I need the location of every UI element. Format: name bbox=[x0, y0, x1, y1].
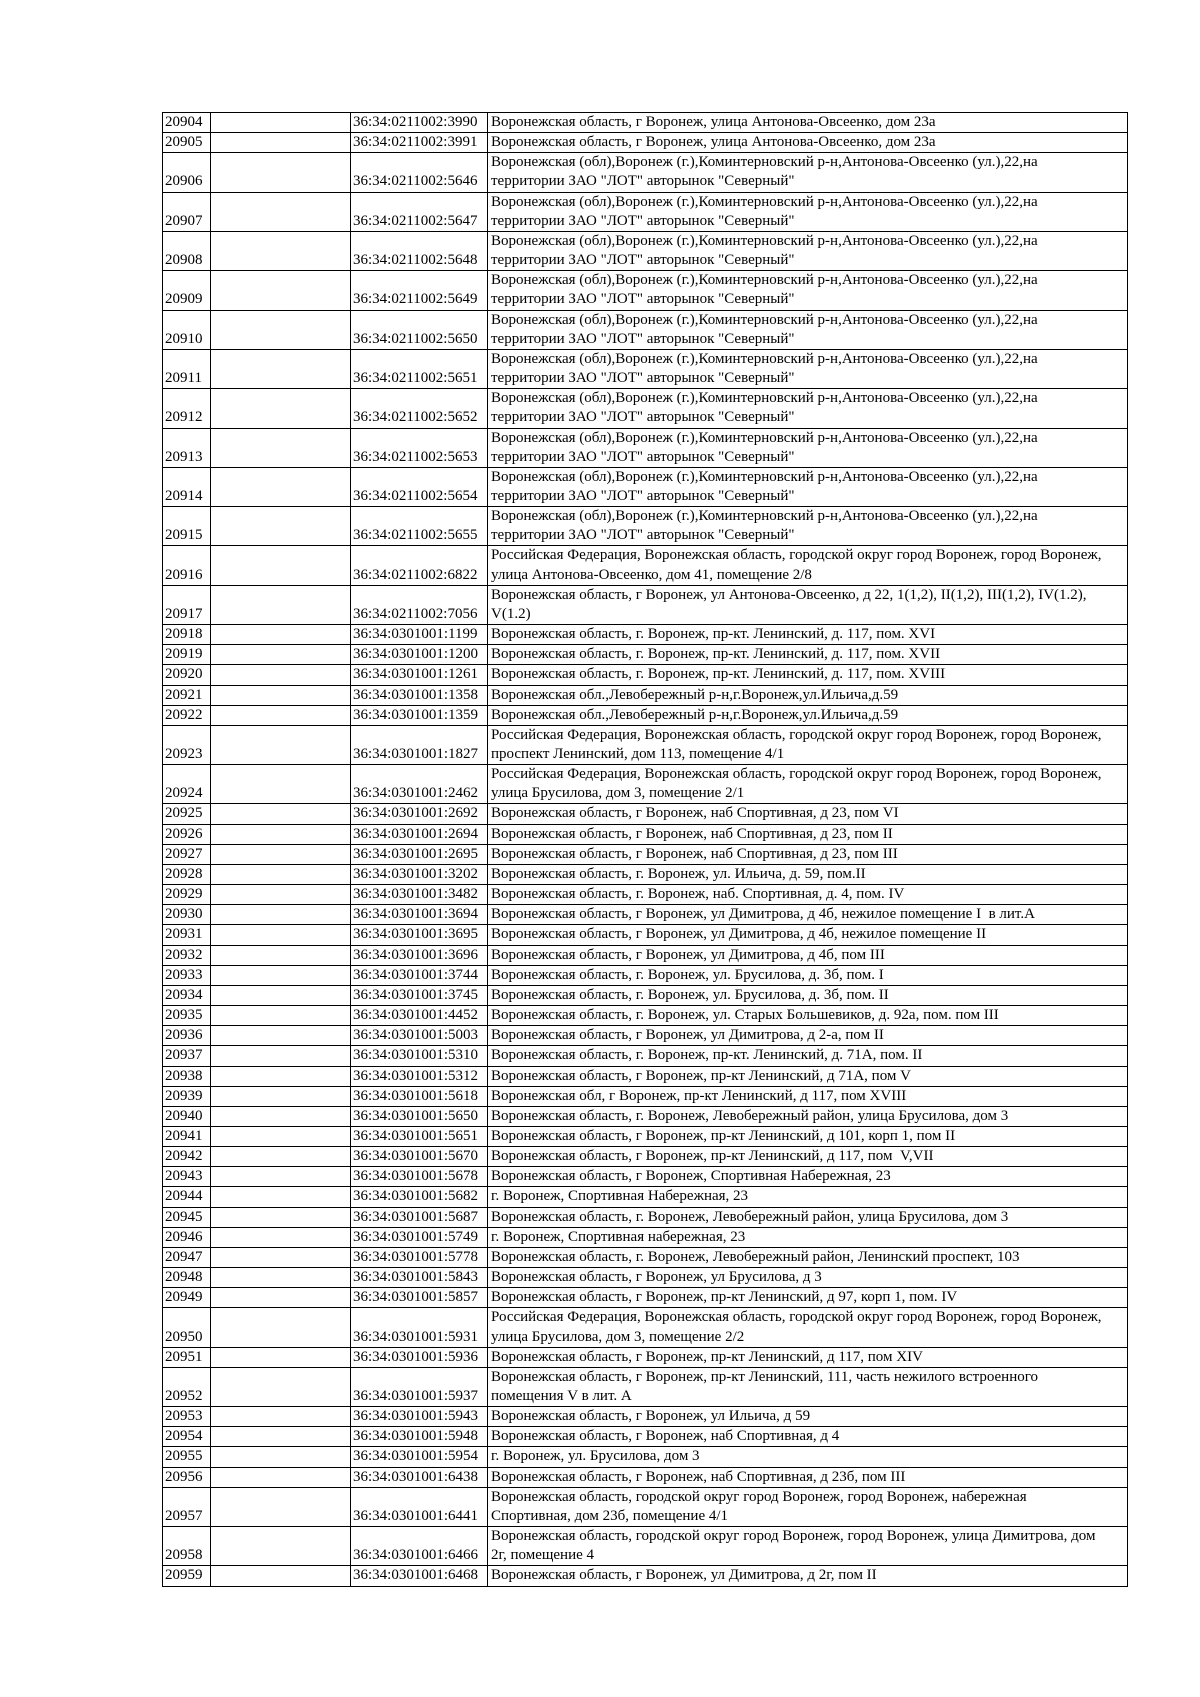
empty-cell bbox=[211, 1566, 351, 1586]
table-row bbox=[163, 1268, 1128, 1288]
empty-cell bbox=[211, 1167, 351, 1187]
cadastral-number-cell: 36:34:0211002:5650 bbox=[351, 310, 488, 349]
cadastral-number-cell: 36:34:0211002:5653 bbox=[351, 428, 488, 467]
address-cell: Воронежская обл.,Левобережный р-н,г.Воронеж,ул.Ильича,д.59 bbox=[488, 705, 1128, 725]
empty-cell bbox=[211, 1006, 351, 1026]
table-row bbox=[163, 725, 1128, 764]
address-cell: Воронежская (обл),Воронеж (г.),Коминтерновский р-н,Антонова-Овсеенко (ул.),22,на территории ЗАО "ЛОТ" авторынок "Северный" bbox=[488, 389, 1128, 428]
table-row bbox=[163, 844, 1128, 864]
table-row bbox=[163, 885, 1128, 905]
address-cell: Воронежская область, г. Воронеж, Левобережный район, улица Брусилова, дом 3 bbox=[488, 1207, 1128, 1227]
address-cell: Воронежская область, г. Воронеж, ул. Брусилова, д. 3б, пом. II bbox=[488, 985, 1128, 1005]
empty-cell bbox=[211, 1308, 351, 1347]
cadastral-number-cell: 36:34:0301001:5670 bbox=[351, 1147, 488, 1167]
row-number-cell: 20921 bbox=[163, 685, 211, 705]
cadastral-number-cell: 36:34:0301001:6468 bbox=[351, 1566, 488, 1586]
row-number-cell: 20906 bbox=[163, 153, 211, 192]
registry-table-body bbox=[163, 113, 1128, 1587]
empty-cell bbox=[211, 945, 351, 965]
cadastral-number-cell: 36:34:0301001:5931 bbox=[351, 1308, 488, 1347]
property-registry-table bbox=[162, 112, 1128, 1587]
row-number-cell: 20945 bbox=[163, 1207, 211, 1227]
table-row bbox=[163, 467, 1128, 506]
cadastral-number-cell: 36:34:0301001:5618 bbox=[351, 1086, 488, 1106]
row-number-cell: 20946 bbox=[163, 1227, 211, 1247]
empty-cell bbox=[211, 665, 351, 685]
table-row bbox=[163, 705, 1128, 725]
row-number-cell: 20944 bbox=[163, 1187, 211, 1207]
cadastral-number-cell: 36:34:0301001:3744 bbox=[351, 965, 488, 985]
table-row bbox=[163, 824, 1128, 844]
empty-cell bbox=[211, 1106, 351, 1126]
cadastral-number-cell: 36:34:0301001:3202 bbox=[351, 864, 488, 884]
row-number-cell: 20916 bbox=[163, 546, 211, 585]
empty-cell bbox=[211, 1407, 351, 1427]
address-cell: Воронежская область, г. Воронеж, Левобережный район, улица Брусилова, дом 3 bbox=[488, 1106, 1128, 1126]
cadastral-number-cell: 36:34:0301001:5312 bbox=[351, 1066, 488, 1086]
table-row bbox=[163, 905, 1128, 925]
row-number-cell: 20919 bbox=[163, 645, 211, 665]
empty-cell bbox=[211, 685, 351, 705]
address-cell: Воронежская (обл),Воронеж (г.),Коминтерновский р-н,Антонова-Овсеенко (ул.),22,на территории ЗАО "ЛОТ" авторынок "Северный" bbox=[488, 507, 1128, 546]
table-row bbox=[163, 1367, 1128, 1406]
cadastral-number-cell: 36:34:0301001:5003 bbox=[351, 1026, 488, 1046]
address-cell: Воронежская область, г Воронеж, улица Антонова-Овсеенко, дом 23а bbox=[488, 133, 1128, 153]
empty-cell bbox=[211, 844, 351, 864]
address-cell: Воронежская область, г Воронеж, пр-кт Ленинский, 111, часть нежилого встроенного помещения V в лит. А bbox=[488, 1367, 1128, 1406]
row-number-cell: 20942 bbox=[163, 1147, 211, 1167]
row-number-cell: 20956 bbox=[163, 1467, 211, 1487]
empty-cell bbox=[211, 925, 351, 945]
table-row bbox=[163, 925, 1128, 945]
address-cell: Воронежская область, г Воронеж, наб Спортивная, д 23, пом II bbox=[488, 824, 1128, 844]
empty-cell bbox=[211, 985, 351, 1005]
row-number-cell: 20922 bbox=[163, 705, 211, 725]
empty-cell bbox=[211, 1147, 351, 1167]
address-cell: Воронежская область, г. Воронеж, ул. Старых Большевиков, д. 92а, пом. пом III bbox=[488, 1006, 1128, 1026]
row-number-cell: 20947 bbox=[163, 1247, 211, 1267]
row-number-cell: 20941 bbox=[163, 1126, 211, 1146]
row-number-cell: 20949 bbox=[163, 1288, 211, 1308]
table-row bbox=[163, 507, 1128, 546]
cadastral-number-cell: 36:34:0301001:5936 bbox=[351, 1347, 488, 1367]
cadastral-number-cell: 36:34:0301001:6441 bbox=[351, 1487, 488, 1526]
empty-cell bbox=[211, 1367, 351, 1406]
row-number-cell: 20943 bbox=[163, 1167, 211, 1187]
table-row bbox=[163, 1447, 1128, 1467]
address-cell: Воронежская (обл),Воронеж (г.),Коминтерновский р-н,Антонова-Овсеенко (ул.),22,на территории ЗАО "ЛОТ" авторынок "Северный" bbox=[488, 310, 1128, 349]
address-cell: Воронежская (обл),Воронеж (г.),Коминтерновский р-н,Антонова-Овсеенко (ул.),22,на территории ЗАО "ЛОТ" авторынок "Северный" bbox=[488, 467, 1128, 506]
table-row bbox=[163, 546, 1128, 585]
row-number-cell: 20933 bbox=[163, 965, 211, 985]
cadastral-number-cell: 36:34:0301001:6438 bbox=[351, 1467, 488, 1487]
table-row bbox=[163, 1147, 1128, 1167]
row-number-cell: 20955 bbox=[163, 1447, 211, 1467]
address-cell: Воронежская область, г Воронеж, наб Спортивная, д 23, пом III bbox=[488, 844, 1128, 864]
table-row bbox=[163, 389, 1128, 428]
address-cell: Воронежская область, г Воронеж, пр-кт Ленинский, д 117, пом V,VII bbox=[488, 1147, 1128, 1167]
row-number-cell: 20940 bbox=[163, 1106, 211, 1126]
empty-cell bbox=[211, 645, 351, 665]
table-row bbox=[163, 231, 1128, 270]
address-cell: Воронежская область, г Воронеж, пр-кт Ленинский, д 97, корп 1, пом. IV bbox=[488, 1288, 1128, 1308]
empty-cell bbox=[211, 349, 351, 388]
empty-cell bbox=[211, 864, 351, 884]
address-cell: Воронежская область, г Воронеж, ул Димитрова, д 4б, нежилое помещение II bbox=[488, 925, 1128, 945]
table-row bbox=[163, 864, 1128, 884]
table-row bbox=[163, 1126, 1128, 1146]
address-cell: г. Воронеж, Спортивная набережная, 23 bbox=[488, 1227, 1128, 1247]
cadastral-number-cell: 36:34:0211002:3990 bbox=[351, 113, 488, 133]
address-cell: Воронежская (обл),Воронеж (г.),Коминтерновский р-н,Антонова-Овсеенко (ул.),22,на территории ЗАО "ЛОТ" авторынок "Северный" bbox=[488, 428, 1128, 467]
address-cell: Воронежская область, г Воронеж, ул Димитрова, д 2г, пом II bbox=[488, 1566, 1128, 1586]
cadastral-number-cell: 36:34:0301001:2695 bbox=[351, 844, 488, 864]
address-cell: Воронежская (обл),Воронеж (г.),Коминтерновский р-н,Антонова-Овсеенко (ул.),22,на территории ЗАО "ЛОТ" авторынок "Северный" bbox=[488, 231, 1128, 270]
empty-cell bbox=[211, 1026, 351, 1046]
row-number-cell: 20937 bbox=[163, 1046, 211, 1066]
empty-cell bbox=[211, 1247, 351, 1267]
cadastral-number-cell: 36:34:0211002:5647 bbox=[351, 192, 488, 231]
table-row bbox=[163, 1086, 1128, 1106]
address-cell: Воронежская область, г Воронеж, ул Брусилова, д 3 bbox=[488, 1268, 1128, 1288]
address-cell: Российская Федерация, Воронежская область, городской округ город Воронеж, город Воронеж, улица Брусилова, дом 3, помещение 2/2 bbox=[488, 1308, 1128, 1347]
address-cell: Российская Федерация, Воронежская область, городской округ город Воронеж, город Воронеж, проспект Ленинский, дом 113, помещение 4/1 bbox=[488, 725, 1128, 764]
table-row bbox=[163, 1527, 1128, 1566]
address-cell: г. Воронеж, ул. Брусилова, дом 3 bbox=[488, 1447, 1128, 1467]
table-row bbox=[163, 1046, 1128, 1066]
address-cell: Воронежская область, г. Воронеж, ул. Ильича, д. 59, пом.II bbox=[488, 864, 1128, 884]
cadastral-number-cell: 36:34:0211002:3991 bbox=[351, 133, 488, 153]
row-number-cell: 20939 bbox=[163, 1086, 211, 1106]
empty-cell bbox=[211, 153, 351, 192]
address-cell: Воронежская область, г. Воронеж, ул. Брусилова, д. 3б, пом. I bbox=[488, 965, 1128, 985]
cadastral-number-cell: 36:34:0301001:5678 bbox=[351, 1167, 488, 1187]
table-row bbox=[163, 1187, 1128, 1207]
empty-cell bbox=[211, 1207, 351, 1227]
cadastral-number-cell: 36:34:0211002:5651 bbox=[351, 349, 488, 388]
empty-cell bbox=[211, 585, 351, 624]
address-cell: Российская Федерация, Воронежская область, городской округ город Воронеж, город Воронеж, улица Брусилова, дом 3, помещение 2/1 bbox=[488, 765, 1128, 804]
cadastral-number-cell: 36:34:0301001:2462 bbox=[351, 765, 488, 804]
table-row bbox=[163, 645, 1128, 665]
empty-cell bbox=[211, 271, 351, 310]
cadastral-number-cell: 36:34:0301001:5310 bbox=[351, 1046, 488, 1066]
row-number-cell: 20950 bbox=[163, 1308, 211, 1347]
address-cell: Воронежская область, г. Воронеж, пр-кт. Ленинский, д. 117, пом. XVIII bbox=[488, 665, 1128, 685]
cadastral-number-cell: 36:34:0211002:5654 bbox=[351, 467, 488, 506]
empty-cell bbox=[211, 231, 351, 270]
cadastral-number-cell: 36:34:0211002:5655 bbox=[351, 507, 488, 546]
row-number-cell: 20959 bbox=[163, 1566, 211, 1586]
row-number-cell: 20930 bbox=[163, 905, 211, 925]
row-number-cell: 20931 bbox=[163, 925, 211, 945]
row-number-cell: 20936 bbox=[163, 1026, 211, 1046]
cadastral-number-cell: 36:34:0301001:5937 bbox=[351, 1367, 488, 1406]
cadastral-number-cell: 36:34:0301001:4452 bbox=[351, 1006, 488, 1026]
empty-cell bbox=[211, 1268, 351, 1288]
empty-cell bbox=[211, 765, 351, 804]
cadastral-number-cell: 36:34:0301001:6466 bbox=[351, 1527, 488, 1566]
cadastral-number-cell: 36:34:0301001:1261 bbox=[351, 665, 488, 685]
table-row bbox=[163, 945, 1128, 965]
cadastral-number-cell: 36:34:0301001:1359 bbox=[351, 705, 488, 725]
empty-cell bbox=[211, 705, 351, 725]
cadastral-number-cell: 36:34:0301001:5843 bbox=[351, 1268, 488, 1288]
cadastral-number-cell: 36:34:0301001:5650 bbox=[351, 1106, 488, 1126]
address-cell: Воронежская (обл),Воронеж (г.),Коминтерновский р-н,Антонова-Овсеенко (ул.),22,на территории ЗАО "ЛОТ" авторынок "Северный" bbox=[488, 271, 1128, 310]
cadastral-number-cell: 36:34:0211002:5652 bbox=[351, 389, 488, 428]
cadastral-number-cell: 36:34:0301001:3482 bbox=[351, 885, 488, 905]
table-row bbox=[163, 1026, 1128, 1046]
empty-cell bbox=[211, 467, 351, 506]
cadastral-number-cell: 36:34:0301001:5682 bbox=[351, 1187, 488, 1207]
row-number-cell: 20932 bbox=[163, 945, 211, 965]
cadastral-number-cell: 36:34:0301001:3694 bbox=[351, 905, 488, 925]
cadastral-number-cell: 36:34:0301001:1200 bbox=[351, 645, 488, 665]
row-number-cell: 20954 bbox=[163, 1427, 211, 1447]
empty-cell bbox=[211, 389, 351, 428]
empty-cell bbox=[211, 1487, 351, 1526]
row-number-cell: 20907 bbox=[163, 192, 211, 231]
empty-cell bbox=[211, 1427, 351, 1447]
cadastral-number-cell: 36:34:0301001:5749 bbox=[351, 1227, 488, 1247]
cadastral-number-cell: 36:34:0211002:7056 bbox=[351, 585, 488, 624]
cadastral-number-cell: 36:34:0301001:5778 bbox=[351, 1247, 488, 1267]
table-row bbox=[163, 804, 1128, 824]
address-cell: Воронежская область, городской округ город Воронеж, город Воронеж, набережная Спортивная, дом 23б, помещение 4/1 bbox=[488, 1487, 1128, 1526]
address-cell: Воронежская область, г Воронеж, наб Спортивная, д 23б, пом III bbox=[488, 1467, 1128, 1487]
table-row bbox=[163, 1066, 1128, 1086]
address-cell: Воронежская область, г Воронеж, пр-кт Ленинский, д 101, корп 1, пом II bbox=[488, 1126, 1128, 1146]
empty-cell bbox=[211, 310, 351, 349]
row-number-cell: 20924 bbox=[163, 765, 211, 804]
table-row bbox=[163, 1207, 1128, 1227]
address-cell: Воронежская область, г Воронеж, ул Димитрова, д 4б, пом III bbox=[488, 945, 1128, 965]
table-row bbox=[163, 585, 1128, 624]
table-row bbox=[163, 1407, 1128, 1427]
empty-cell bbox=[211, 1467, 351, 1487]
table-row bbox=[163, 765, 1128, 804]
empty-cell bbox=[211, 824, 351, 844]
table-row bbox=[163, 428, 1128, 467]
cadastral-number-cell: 36:34:0211002:6822 bbox=[351, 546, 488, 585]
row-number-cell: 20914 bbox=[163, 467, 211, 506]
address-cell: Российская Федерация, Воронежская область, городской округ город Воронеж, город Воронеж, улица Антонова-Овсеенко, дом 41, помещение 2/8 bbox=[488, 546, 1128, 585]
table-row bbox=[163, 965, 1128, 985]
table-row bbox=[163, 1308, 1128, 1347]
cadastral-number-cell: 36:34:0211002:5649 bbox=[351, 271, 488, 310]
empty-cell bbox=[211, 546, 351, 585]
table-row bbox=[163, 665, 1128, 685]
row-number-cell: 20920 bbox=[163, 665, 211, 685]
table-row bbox=[163, 271, 1128, 310]
cadastral-number-cell: 36:34:0301001:1827 bbox=[351, 725, 488, 764]
row-number-cell: 20918 bbox=[163, 625, 211, 645]
cadastral-number-cell: 36:34:0301001:3745 bbox=[351, 985, 488, 1005]
table-row bbox=[163, 1566, 1128, 1586]
address-cell: г. Воронеж, Спортивная Набережная, 23 bbox=[488, 1187, 1128, 1207]
address-cell: Воронежская область, г Воронеж, улица Антонова-Овсеенко, дом 23а bbox=[488, 113, 1128, 133]
row-number-cell: 20957 bbox=[163, 1487, 211, 1526]
table-row bbox=[163, 153, 1128, 192]
table-row bbox=[163, 1487, 1128, 1526]
empty-cell bbox=[211, 1527, 351, 1566]
address-cell: Воронежская область, г Воронеж, пр-кт Ленинский, д 117, пом XIV bbox=[488, 1347, 1128, 1367]
table-row bbox=[163, 1106, 1128, 1126]
table-row bbox=[163, 1467, 1128, 1487]
address-cell: Воронежская (обл),Воронеж (г.),Коминтерновский р-н,Антонова-Овсеенко (ул.),22,на территории ЗАО "ЛОТ" авторынок "Северный" bbox=[488, 192, 1128, 231]
row-number-cell: 20926 bbox=[163, 824, 211, 844]
cadastral-number-cell: 36:34:0301001:5948 bbox=[351, 1427, 488, 1447]
address-cell: Воронежская область, г Воронеж, наб Спортивная, д 23, пом VI bbox=[488, 804, 1128, 824]
empty-cell bbox=[211, 965, 351, 985]
row-number-cell: 20910 bbox=[163, 310, 211, 349]
address-cell: Воронежская область, г Воронеж, Спортивная Набережная, 23 bbox=[488, 1167, 1128, 1187]
row-number-cell: 20928 bbox=[163, 864, 211, 884]
address-cell: Воронежская область, городской округ город Воронеж, город Воронеж, улица Димитрова, дом 2г, помещение 4 bbox=[488, 1527, 1128, 1566]
empty-cell bbox=[211, 428, 351, 467]
table-row bbox=[163, 685, 1128, 705]
table-row bbox=[163, 349, 1128, 388]
row-number-cell: 20951 bbox=[163, 1347, 211, 1367]
table-row bbox=[163, 113, 1128, 133]
row-number-cell: 20915 bbox=[163, 507, 211, 546]
address-cell: Воронежская область, г. Воронеж, наб. Спортивная, д. 4, пом. IV bbox=[488, 885, 1128, 905]
empty-cell bbox=[211, 1288, 351, 1308]
empty-cell bbox=[211, 625, 351, 645]
empty-cell bbox=[211, 804, 351, 824]
address-cell: Воронежская область, г. Воронеж, Левобережный район, Ленинский проспект, 103 bbox=[488, 1247, 1128, 1267]
address-cell: Воронежская область, г. Воронеж, пр-кт. Ленинский, д. 117, пом. XVII bbox=[488, 645, 1128, 665]
address-cell: Воронежская область, г Воронеж, ул Антонова-Овсеенко, д 22, 1(1,2), II(1,2), III(1,2), IV(1.2), V(1.2) bbox=[488, 585, 1128, 624]
cadastral-number-cell: 36:34:0301001:2694 bbox=[351, 824, 488, 844]
empty-cell bbox=[211, 1046, 351, 1066]
row-number-cell: 20958 bbox=[163, 1527, 211, 1566]
address-cell: Воронежская обл.,Левобережный р-н,г.Воронеж,ул.Ильича,д.59 bbox=[488, 685, 1128, 705]
address-cell: Воронежская область, г Воронеж, ул Димитрова, д 2-а, пом II bbox=[488, 1026, 1128, 1046]
empty-cell bbox=[211, 1066, 351, 1086]
row-number-cell: 20913 bbox=[163, 428, 211, 467]
table-row bbox=[163, 1347, 1128, 1367]
table-row bbox=[163, 133, 1128, 153]
table-row bbox=[163, 1247, 1128, 1267]
empty-cell bbox=[211, 1187, 351, 1207]
empty-cell bbox=[211, 1126, 351, 1146]
row-number-cell: 20929 bbox=[163, 885, 211, 905]
address-cell: Воронежская область, г. Воронеж, пр-кт. Ленинский, д. 71А, пом. II bbox=[488, 1046, 1128, 1066]
address-cell: Воронежская область, г. Воронеж, пр-кт. Ленинский, д. 117, пом. XVI bbox=[488, 625, 1128, 645]
cadastral-number-cell: 36:34:0301001:1199 bbox=[351, 625, 488, 645]
address-cell: Воронежская область, г Воронеж, наб Спортивная, д 4 bbox=[488, 1427, 1128, 1447]
cadastral-number-cell: 36:34:0301001:1358 bbox=[351, 685, 488, 705]
empty-cell bbox=[211, 905, 351, 925]
empty-cell bbox=[211, 885, 351, 905]
empty-cell bbox=[211, 507, 351, 546]
row-number-cell: 20917 bbox=[163, 585, 211, 624]
address-cell: Воронежская область, г Воронеж, ул Димитрова, д 4б, нежилое помещение I в лит.А bbox=[488, 905, 1128, 925]
row-number-cell: 20935 bbox=[163, 1006, 211, 1026]
table-row bbox=[163, 1427, 1128, 1447]
row-number-cell: 20904 bbox=[163, 113, 211, 133]
empty-cell bbox=[211, 1447, 351, 1467]
address-cell: Воронежская область, г Воронеж, ул Ильича, д 59 bbox=[488, 1407, 1128, 1427]
address-cell: Воронежская область, г Воронеж, пр-кт Ленинский, д 71А, пом V bbox=[488, 1066, 1128, 1086]
address-cell: Воронежская (обл),Воронеж (г.),Коминтерновский р-н,Антонова-Овсеенко (ул.),22,на территории ЗАО "ЛОТ" авторынок "Северный" bbox=[488, 349, 1128, 388]
cadastral-number-cell: 36:34:0301001:5943 bbox=[351, 1407, 488, 1427]
row-number-cell: 20934 bbox=[163, 985, 211, 1005]
cadastral-number-cell: 36:34:0301001:3695 bbox=[351, 925, 488, 945]
table-row bbox=[163, 1167, 1128, 1187]
empty-cell bbox=[211, 725, 351, 764]
row-number-cell: 20953 bbox=[163, 1407, 211, 1427]
table-row bbox=[163, 310, 1128, 349]
row-number-cell: 20912 bbox=[163, 389, 211, 428]
cadastral-number-cell: 36:34:0301001:5954 bbox=[351, 1447, 488, 1467]
empty-cell bbox=[211, 113, 351, 133]
cadastral-number-cell: 36:34:0301001:2692 bbox=[351, 804, 488, 824]
cadastral-number-cell: 36:34:0301001:3696 bbox=[351, 945, 488, 965]
row-number-cell: 20905 bbox=[163, 133, 211, 153]
cadastral-number-cell: 36:34:0301001:5651 bbox=[351, 1126, 488, 1146]
cadastral-number-cell: 36:34:0211002:5648 bbox=[351, 231, 488, 270]
row-number-cell: 20911 bbox=[163, 349, 211, 388]
table-row bbox=[163, 625, 1128, 645]
address-cell: Воронежская (обл),Воронеж (г.),Коминтерновский р-н,Антонова-Овсеенко (ул.),22,на территории ЗАО "ЛОТ" авторынок "Северный" bbox=[488, 153, 1128, 192]
table-row bbox=[163, 1006, 1128, 1026]
row-number-cell: 20909 bbox=[163, 271, 211, 310]
row-number-cell: 20908 bbox=[163, 231, 211, 270]
table-row bbox=[163, 985, 1128, 1005]
cadastral-number-cell: 36:34:0211002:5646 bbox=[351, 153, 488, 192]
row-number-cell: 20927 bbox=[163, 844, 211, 864]
table-row bbox=[163, 1288, 1128, 1308]
row-number-cell: 20925 bbox=[163, 804, 211, 824]
empty-cell bbox=[211, 1086, 351, 1106]
row-number-cell: 20923 bbox=[163, 725, 211, 764]
row-number-cell: 20948 bbox=[163, 1268, 211, 1288]
empty-cell bbox=[211, 192, 351, 231]
empty-cell bbox=[211, 1347, 351, 1367]
cadastral-number-cell: 36:34:0301001:5687 bbox=[351, 1207, 488, 1227]
table-row bbox=[163, 192, 1128, 231]
row-number-cell: 20952 bbox=[163, 1367, 211, 1406]
empty-cell bbox=[211, 133, 351, 153]
cadastral-number-cell: 36:34:0301001:5857 bbox=[351, 1288, 488, 1308]
empty-cell bbox=[211, 1227, 351, 1247]
row-number-cell: 20938 bbox=[163, 1066, 211, 1086]
address-cell: Воронежская обл, г Воронеж, пр-кт Ленинский, д 117, пом XVIII bbox=[488, 1086, 1128, 1106]
table-row bbox=[163, 1227, 1128, 1247]
